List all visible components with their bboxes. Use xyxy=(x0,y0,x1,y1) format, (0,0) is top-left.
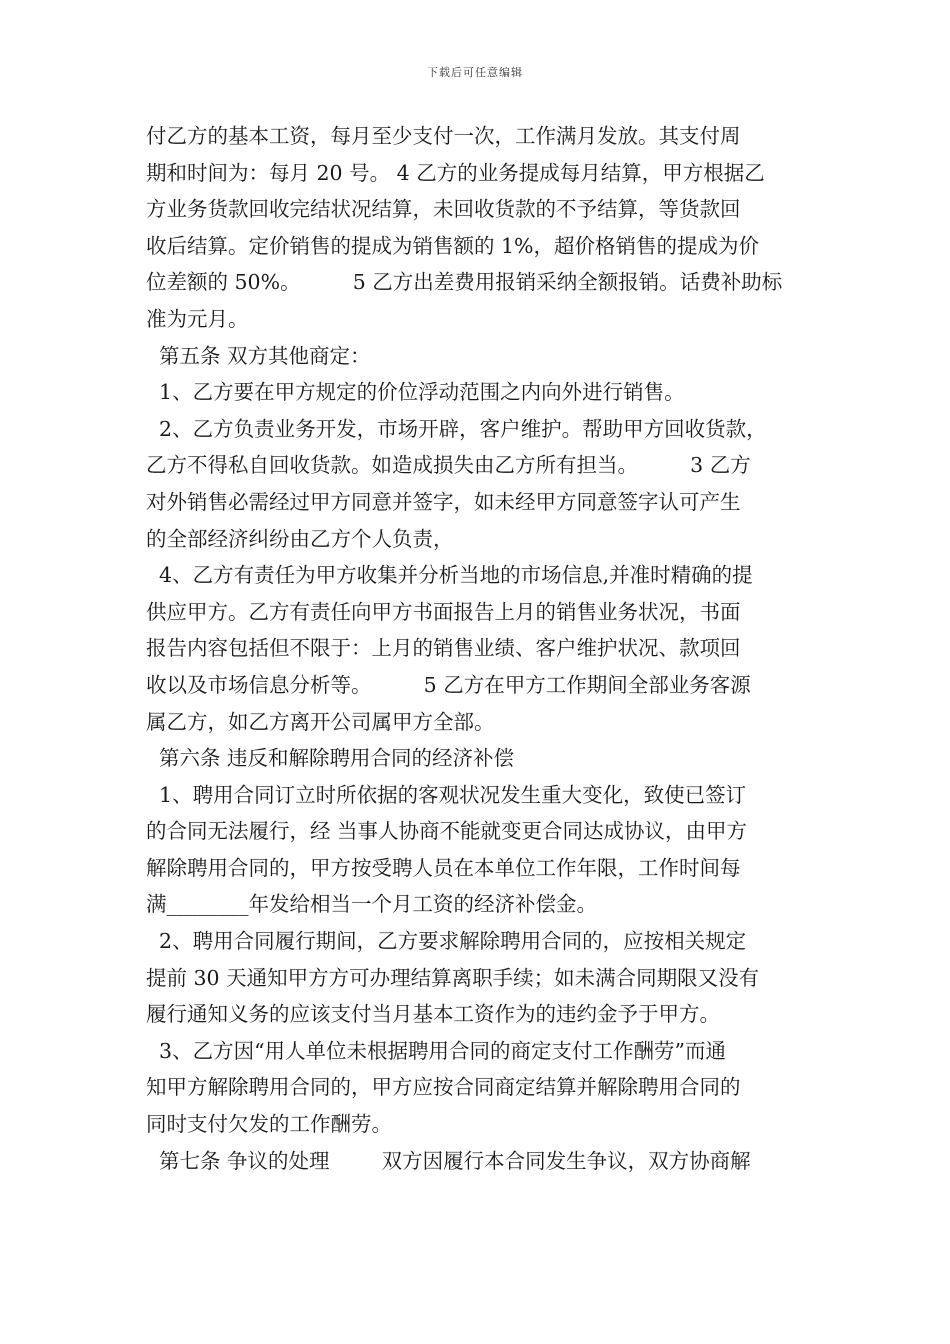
text-line: 位差额的 50%。 5 乙方出差费用报销采纳全额报销。话费补助标 xyxy=(146,270,783,295)
text-line: 知甲方解除聘用合同的，甲方应按合同商定结算并解除聘用合同的 xyxy=(146,1075,741,1100)
text-line: 解除聘用合同的，甲方按受聘人员在本单位工作年限，工作时间每 xyxy=(146,855,741,880)
text-line: 方业务货款回收完结状况结算，未回收货款的不予结算，等货款回 xyxy=(146,197,741,222)
text-line: 提前 30 天通知甲方方可办理结算离职手续；如未满合同期限又没有 xyxy=(146,965,760,990)
text-line: 2、聘用合同履行期间，乙方要求解除聘用合同的，应按相关规定 xyxy=(146,929,747,954)
text-line: 收以及市场信息分析等。 5 乙方在甲方工作期间全部业务客源 xyxy=(146,672,751,697)
text-line: 收后结算。定价销售的提成为销售额的 1%，超价格销售的提成为价 xyxy=(146,233,760,258)
text-line: 的全部经济纠纷由乙方个人负责， xyxy=(146,526,454,551)
text-line: 付乙方的基本工资，每月至少支付一次，工作满月发放。其支付周 xyxy=(146,124,741,148)
section-heading: 第六条 违反和解除聘用合同的经济补偿 xyxy=(146,746,515,771)
text-line: 满________年发给相当一个月工资的经济补偿金。 xyxy=(146,892,597,917)
text-line: 履行通知义务的应该支付当月基本工资作为的违约金予于甲方。 xyxy=(146,1002,720,1027)
section-heading: 第七条 争议的处理 双方因履行本合同发生争议，双方协商解 xyxy=(146,1148,751,1173)
text-line: 乙方不得私自回收货款。如造成损失由乙方所有担当。 3 乙方 xyxy=(146,453,751,478)
text-line: 3、乙方因“用人单位未根据聘用合同的商定支付工作酬劳”而通 xyxy=(146,1038,727,1063)
text-line: 1、聘用合同订立时所依据的客观状况发生重大变化，致使已签订 xyxy=(146,782,747,807)
section-heading: 第五条 双方其他商定： xyxy=(146,343,371,368)
document-body xyxy=(146,118,811,1179)
text-line: 同时支付欠发的工作酬劳。 xyxy=(146,1112,392,1137)
text-line: 报告内容包括但不限于：上月的销售业绩、客户维护状况、款项回 xyxy=(146,636,741,661)
text-line: 准为元月。 xyxy=(146,306,249,331)
text-line: 对外销售必需经过甲方同意并签字，如未经甲方同意签字认可产生 xyxy=(146,489,741,514)
page-header: 下载后可任意编辑 xyxy=(427,66,523,79)
text-line: 属乙方，如乙方离开公司属甲方全部。 xyxy=(146,709,495,734)
text-line: 4、乙方有责任为甲方收集并分析当地的市场信息,并准时精确的提 xyxy=(146,563,753,588)
text-line: 1、乙方要在甲方规定的价位浮动范围之内向外进行销售。 xyxy=(146,380,685,405)
text-line: 2、乙方负责业务开发，市场开辟，客户维护。帮助甲方回收货款， xyxy=(146,416,767,441)
text-line: 期和时间为：每月 20 号。 4 乙方的业务提成每月结算，甲方根据乙 xyxy=(146,160,765,185)
text-line: 供应甲方。乙方有责任向甲方书面报告上月的销售业务状况，书面 xyxy=(146,599,741,624)
text-line: 的合同无法履行，经 当事人协商不能就变更合同达成协议，由甲方 xyxy=(146,819,748,844)
